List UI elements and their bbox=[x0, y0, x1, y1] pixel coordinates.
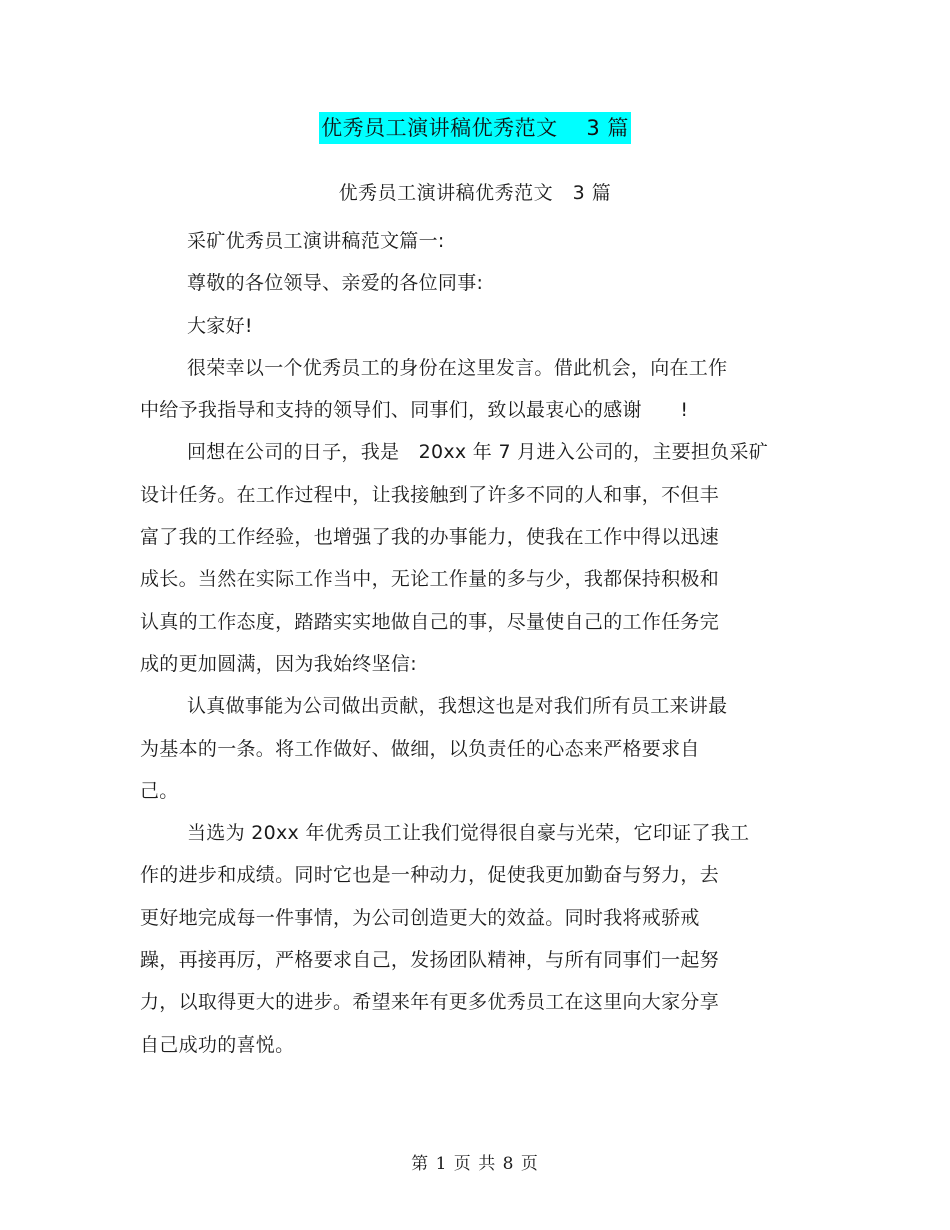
body-line: 躁，再接再厉，严格要求自己，发扬团队精神，与所有同事们一起努 bbox=[140, 949, 720, 972]
page-footer: 第 1 页 共 8 页 bbox=[411, 1154, 539, 1174]
body-line: 中给予我指导和支持的领导们、同事们，致以最衷心的感谢 ! bbox=[140, 399, 689, 422]
body-line: 设计任务。在工作过程中，让我接触到了许多不同的人和事，不但丰 bbox=[140, 483, 720, 506]
body-line: 采矿优秀员工演讲稿范文篇一: bbox=[187, 230, 445, 252]
body-line: 成的更加圆满，因为我始终坚信: bbox=[140, 652, 417, 675]
body-line: 作的进步和成绩。同时它也是一种动力，促使我更加勤奋与努力，去 bbox=[140, 864, 720, 887]
body-line: 认真的工作态度，踏踏实实地做自己的事，尽量使自己的工作任务完 bbox=[140, 610, 720, 633]
body-line: 大家好! bbox=[187, 314, 253, 337]
body-line: 尊敬的各位领导、亲爱的各位同事: bbox=[187, 272, 484, 295]
body-line: 很荣幸以一个优秀员工的身份在这里发言。借此机会，向在工作 bbox=[187, 356, 728, 379]
document-subtitle: 优秀员工演讲稿优秀范文 3 篇 bbox=[338, 182, 612, 204]
body-line: 为基本的一条。将工作做好、做细，以负责任的心态来严格要求自 bbox=[140, 737, 700, 760]
body-line: 更好地完成每一件事情，为公司创造更大的效益。同时我将戒骄戒 bbox=[140, 906, 700, 929]
body-line: 己。 bbox=[140, 779, 179, 802]
body-line: 自己成功的喜悦。 bbox=[140, 1033, 295, 1056]
body-line: 认真做事能为公司做出贡献，我想这也是对我们所有员工来讲最 bbox=[187, 695, 728, 718]
body-line: 力，以取得更大的进步。希望来年有更多优秀员工在这里向大家分享 bbox=[140, 991, 720, 1014]
document-body bbox=[140, 220, 800, 1066]
body-line: 当选为 20xx 年优秀员工让我们觉得很自豪与光荣，它印证了我工 bbox=[187, 822, 750, 845]
document-title: 优秀员工演讲稿优秀范文 3 篇 bbox=[319, 112, 631, 144]
title-container bbox=[0, 112, 950, 144]
body-line: 成长。当然在实际工作当中，无论工作量的多与少，我都保持积极和 bbox=[140, 568, 720, 591]
body-line: 回想在公司的日子，我是 20xx 年 7 月进入公司的，主要担负采矿 bbox=[187, 441, 769, 464]
body-line: 富了我的工作经验，也增强了我的办事能力，使我在工作中得以迅速 bbox=[140, 526, 720, 549]
